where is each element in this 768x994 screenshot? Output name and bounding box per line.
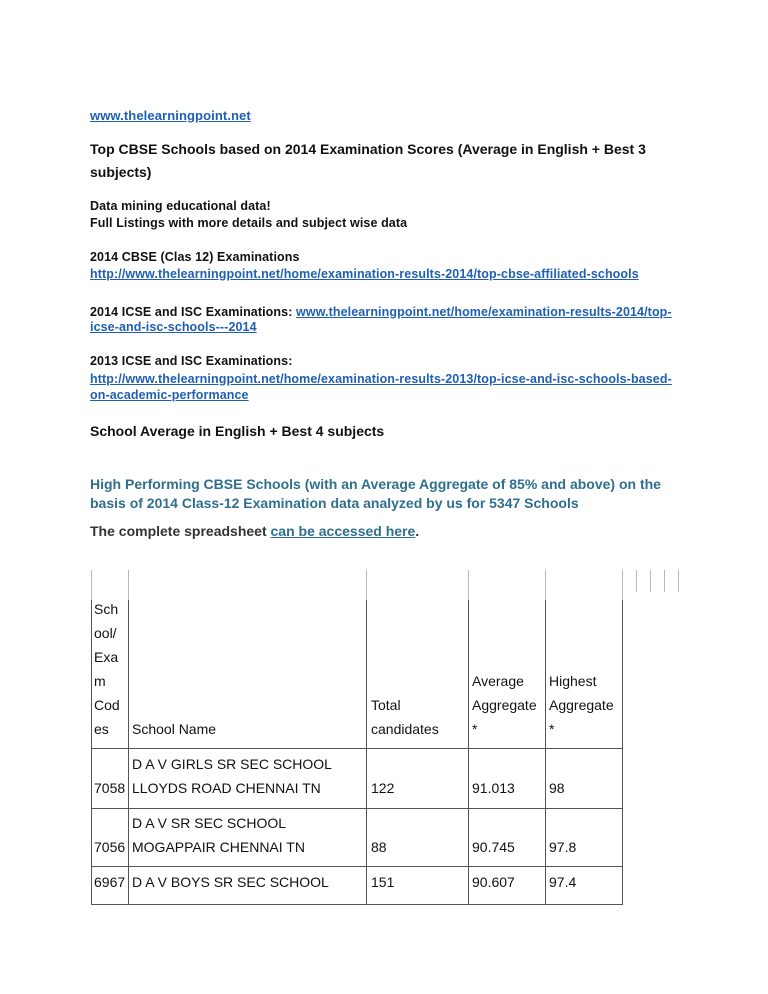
intro-line2: Full Listings with more details and subject wise data — [90, 216, 408, 230]
row2-total: 88 — [371, 839, 387, 855]
row3-avg: 90.607 — [472, 874, 515, 890]
row1-high: 98 — [549, 780, 565, 796]
row1-total: 122 — [371, 780, 395, 796]
header-code-5: Cod — [94, 697, 120, 713]
icse-2014-label: 2014 ICSE and ISC Examinations: — [90, 305, 297, 319]
section-heading: School Average in English + Best 4 subjects — [90, 423, 385, 439]
header-code-3: Exa — [94, 649, 119, 665]
header-high-3: * — [549, 721, 555, 737]
row2-name-line1: D A V SR SEC SCHOOL — [132, 815, 287, 831]
header-avg-2: Aggregate — [472, 697, 537, 713]
header-high-2: Aggregate — [549, 697, 614, 713]
row2-name-line2: MOGAPPAIR CHENNAI TN — [132, 839, 305, 855]
header-total-1: Total — [371, 697, 401, 713]
icse-2013-link[interactable]: http://www.thelearningpoint.net/home/examination-results-2013/top-icse-and-isc-schools-based- — [90, 372, 672, 386]
row3-high: 97.4 — [549, 874, 577, 890]
cbse-2014-label: 2014 CBSE (Clas 12) Examinations — [90, 250, 300, 264]
icse-2014-link[interactable]: www.thelearningpoint.net/home/examination-results-2014/top- — [296, 305, 672, 319]
icse-2014-block — [90, 305, 672, 319]
row3-code: 6967 — [94, 874, 126, 890]
icse-2014-link-cont[interactable]: icse-and-isc-schools---2014 — [90, 320, 257, 334]
row1-name-line1: D A V GIRLS SR SEC SCHOOL — [132, 756, 332, 772]
header-school-name: School Name — [132, 721, 217, 737]
cbse-2014-link[interactable]: http://www.thelearningpoint.net/home/examination-results-2014/top-cbse-affiliated-schools — [90, 267, 639, 281]
row2-high: 97.8 — [549, 839, 577, 855]
row1-name-line2: LLOYDS ROAD CHENNAI TN — [132, 780, 321, 796]
spreadsheet-prefix: The complete spreadsheet — [90, 523, 271, 539]
spreadsheet-line — [90, 523, 419, 539]
row2-avg: 90.745 — [472, 839, 515, 855]
row1-code: 7058 — [94, 780, 126, 796]
row2-code: 7056 — [94, 839, 126, 855]
header-total-2: candidates — [371, 721, 439, 737]
header-code-6: es — [94, 721, 109, 737]
row3-name: D A V BOYS SR SEC SCHOOL — [132, 874, 329, 890]
high-perf-line2: basis of 2014 Class-12 Examination data analyzed by us for 5347 Schools — [90, 495, 579, 511]
icse-2013-link-cont[interactable]: on-academic-performance — [90, 388, 249, 402]
header-code-4: m — [94, 673, 106, 689]
header-avg-1: Average — [472, 673, 524, 689]
page-title-line1: Top CBSE Schools based on 2014 Examination Scores (Average in English + Best 3 — [90, 141, 646, 157]
spreadsheet-link[interactable]: can be accessed here — [270, 523, 416, 539]
header-code-2: ool/ — [94, 625, 117, 641]
high-perf-line1: High Performing CBSE Schools (with an Average Aggregate of 85% and above) on the — [90, 476, 661, 492]
header-code-1: Sch — [94, 601, 119, 617]
intro-line1: Data mining educational data! — [90, 199, 271, 213]
page-title-line2: subjects) — [90, 164, 152, 180]
header-high-1: Highest — [549, 673, 597, 689]
site-link[interactable]: www.thelearningpoint.net — [90, 108, 251, 123]
row3-total: 151 — [371, 874, 395, 890]
icse-2013-label: 2013 ICSE and ISC Examinations: — [90, 354, 293, 368]
spreadsheet-suffix: . — [415, 523, 420, 539]
row1-avg: 91.013 — [472, 780, 515, 796]
header-avg-3: * — [472, 721, 478, 737]
